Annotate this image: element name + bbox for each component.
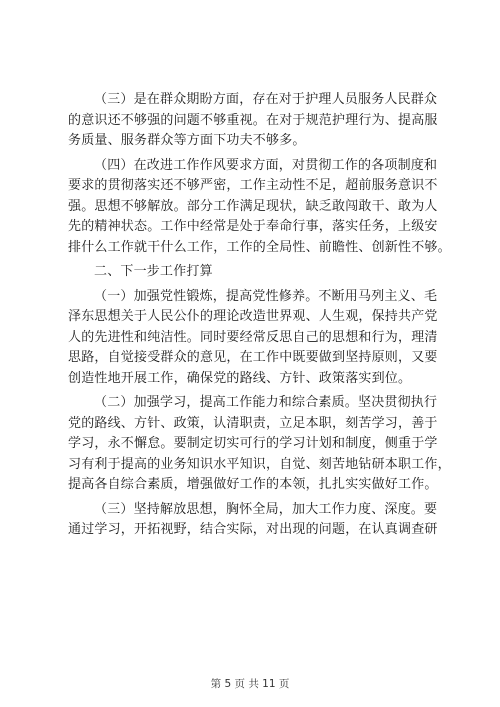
paragraph-line: 排什么工作就干什么工作，工作的全局性、前瞻性、创新性不够。 <box>68 239 451 255</box>
paragraph-line: （三）坚持解放思想，胸怀全局，加大工作力度、深度。要 <box>94 501 438 517</box>
paragraph-line: 人的先进性和纯洁性。同时要经常反思自己的思想和行为，理清 <box>68 329 438 345</box>
paragraph-line: （三）是在群众期盼方面，存在对于护理人员服务人民群众 <box>94 92 438 107</box>
paragraph-line: 通过学习，开拓视野，结合实际，对出现的问题，在认真调查研 <box>68 522 438 537</box>
paragraph-line: （二）加强学习，提高工作能力和综合素质。坚决贯彻执行 <box>94 395 438 410</box>
paragraph-line: 强。思想不够解放。部分工作满足现状，缺乏敢闯敢干、敢为人 <box>68 198 438 214</box>
paragraph-line: 务质量、服务群众等方面下功夫不够多。 <box>68 133 306 148</box>
section-heading: 二、下一步工作打算 <box>94 264 213 279</box>
paragraph-line: 提高各自综合素质，增强做好工作的本领，扎扎实实做好工作。 <box>68 477 438 492</box>
paragraph-line: 的意识还不够强的问题不够重视。在对于规范护理行为、提高服 <box>68 112 438 128</box>
document-body <box>68 90 451 541</box>
paragraph-line: 创造性地开展工作，确保党的路线、方针、政策落实到位。 <box>68 370 412 386</box>
paragraph-line: 思路，自觉接受群众的意见，在工作中既要做到坚持原则，又要 <box>68 350 438 365</box>
paragraph-line: 要求的贯彻落实还不够严密，工作主动性不足，超前服务意识不 <box>68 178 438 193</box>
page-number-footer: 第 5 页 共 11 页 <box>210 678 290 690</box>
paragraph-line: （四）在改进工作作风要求方面，对贯彻工作的各项制度和 <box>94 157 438 173</box>
paragraph-line: 泽东思想关于人民公仆的理论改造世界观、人生观，保持共产党 <box>68 309 438 324</box>
paragraph-line: 党的路线、方针、政策，认清职责，立足本职，刻苦学习，善于 <box>68 415 438 431</box>
paragraph-line: （一）加强党性锻炼，提高党性修养。不断用马列主义、毛 <box>94 288 438 304</box>
paragraph-line: 先的精神状态。工作中经常是处于奉命行事，落实任务，上级安 <box>68 219 438 234</box>
paragraph-line: 学习，永不懈怠。要制定切实可行的学习计划和制度，侧重于学 <box>68 436 438 451</box>
paragraph-line: 习有利于提高的业务知识水平知识，自觉、刻苦地钻研本职工作， <box>68 456 451 472</box>
